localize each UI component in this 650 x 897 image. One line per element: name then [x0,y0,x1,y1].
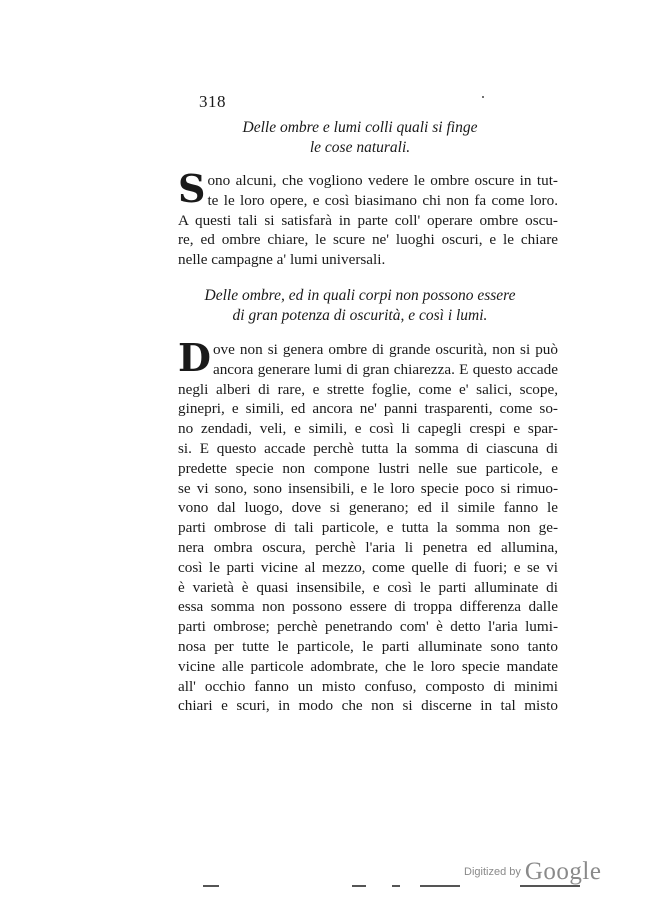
text-line: è varietà è quasi insensibile, e così le parti alluminate di [178,578,558,596]
section-heading [180,286,540,326]
digitized-watermark [464,858,601,886]
text-line: nelle campagne a' lumi universali. [178,251,386,269]
text-line: ove non si genera ombre di grande oscurità, non si può [212,341,558,358]
text-line: predette specie non compone lustri nelle sue particole, e [178,459,558,477]
watermark-prefix: Digitized by [464,866,521,878]
text-line: nera ombra oscura, perchè l'aria li penetra ed allumina, [178,538,558,556]
text-line: parti ombrose; perchè penetrando com' è detto l'aria lumi- [178,618,558,636]
text-line: re, ed ombre chiare, le scure ne' luoghi oscuri, e le chiare [178,231,558,249]
text-line: vono dal luogo, dove si generano; ed il simile fanno le [178,499,558,517]
heading-line: Delle ombre e lumi colli quali si finge [242,119,478,136]
heading-line: le cose naturali. [309,139,411,156]
text-line: ginepri, e simili, ed ancora ne' panni trasparenti, come so- [178,400,558,418]
ink-speck [482,96,484,98]
heading-line: Delle ombre, ed in quali corpi non possono essere [204,287,516,304]
page-number: 318 [199,92,226,111]
text-line: ancora generare lumi di gran chiarezza. E questo accade [212,360,558,378]
heading-line: di gran potenza di oscurità, e così i lumi. [232,307,488,324]
scan-edge-mark [352,885,366,887]
text-line: essa somma non possono essere di troppa differenza dalle [178,598,558,616]
drop-cap: S [178,166,206,211]
text-line: se vi sono, sono insensibili, e le loro specie poco si rimuo- [178,479,558,497]
text-line: negli alberi di rare, e strette foglie, come e' salici, scope, [178,380,558,398]
scan-edge-mark [420,885,460,887]
text-line: A questi tali si satisfarà in parte coll' operare ombre oscu- [178,211,558,229]
scan-edge-mark [520,885,580,887]
text-line: chiari e scuri, in modo che non si discerne in tal misto [178,697,558,715]
google-logo: Google [524,858,602,885]
text-line: vicine alle particole adombrate, che le loro specie mandate [178,657,558,675]
text-line: all' occhio fanno un misto confuso, composto di minimi [178,677,558,695]
text-line: così le parti vicine al mezzo, come quelle di fuori; e se vi [178,558,558,576]
text-line: no zendadi, veli, e simili, e così li capegli crespi e spar- [178,420,558,438]
scan-edge-mark [392,885,400,887]
text-line: te le loro opere, e così biasimano chi non fa come loro. [207,191,558,209]
text-line: parti ombrose di tali particole, e tutta la somma non ge- [178,519,558,537]
paragraph [178,335,558,716]
paragraph [178,166,558,270]
text-line: si. E questo accade perchè tutta la somma di ciascuna di [178,439,558,457]
section-heading [180,118,540,158]
scan-edge-mark [203,885,219,887]
drop-cap: D [178,335,211,380]
text-line: ono alcuni, che vogliono vedere le ombre oscure in tut- [207,172,558,189]
text-line: nosa per tutte le particole, le parti alluminate sono tanto [178,637,558,655]
